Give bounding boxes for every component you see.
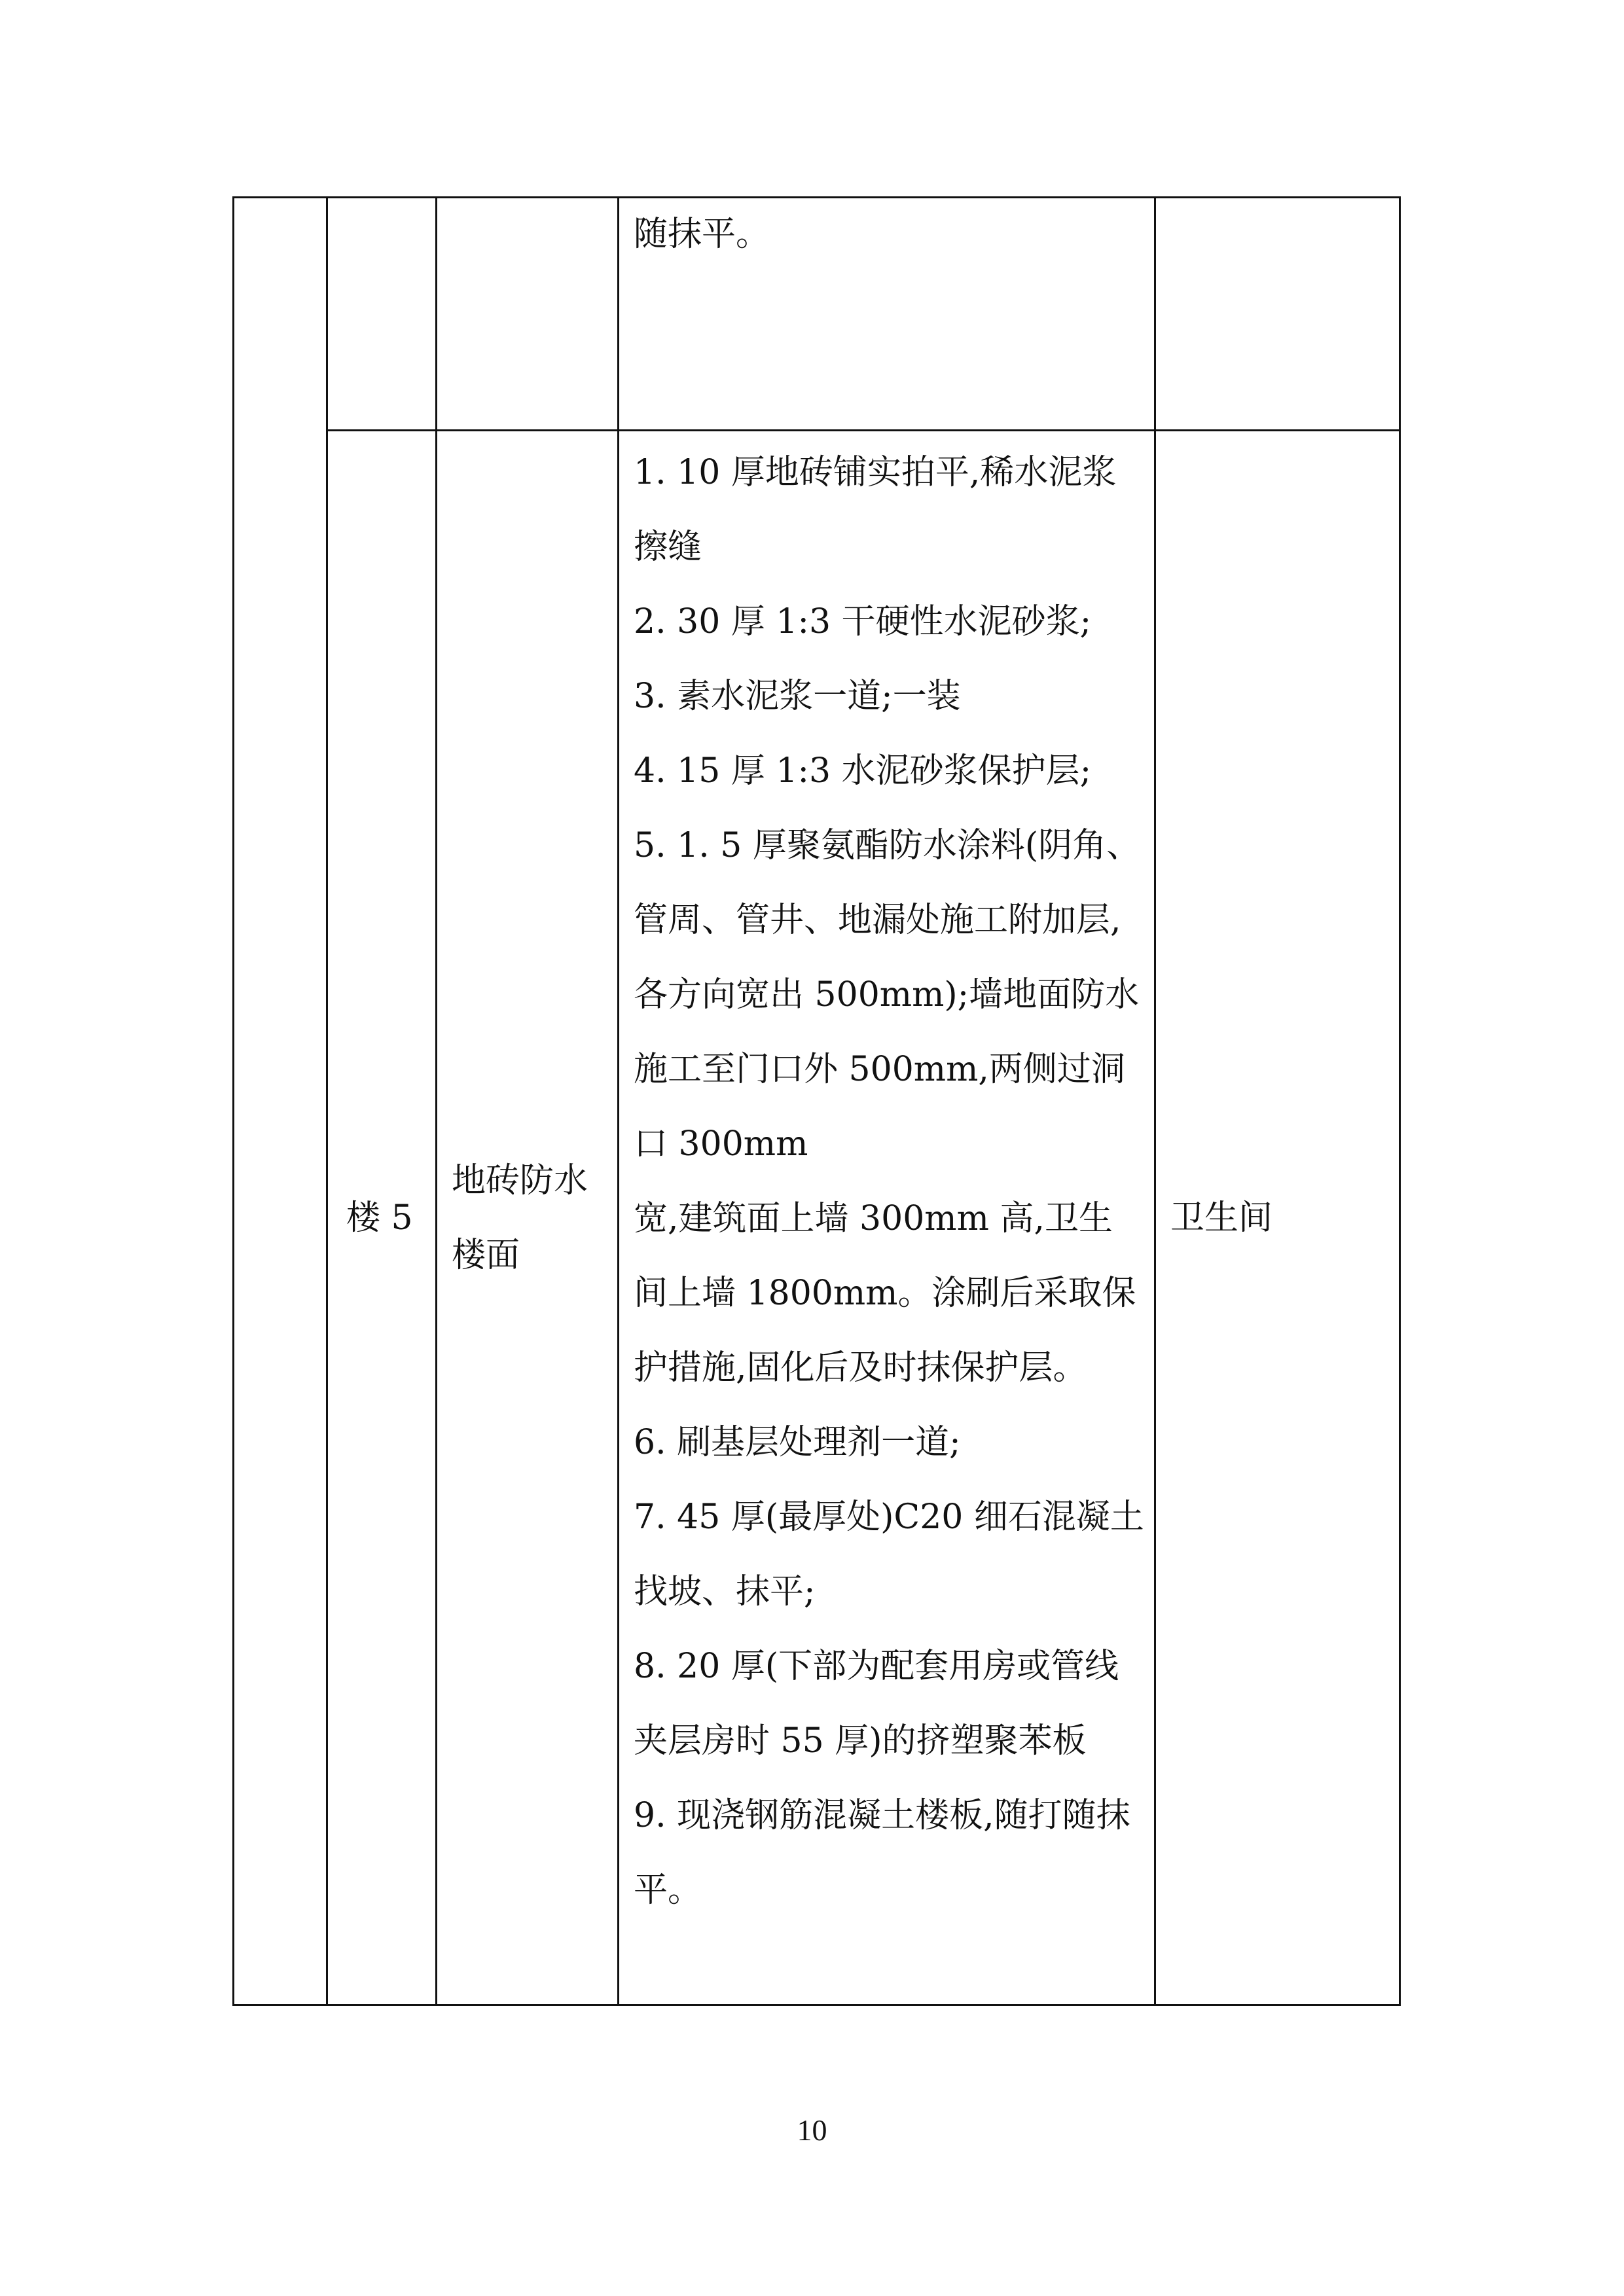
construction-step: 5. 1. 5 厚聚氨酯防水涂料(阴角、管周、管井、地漏处施工附加层,各方向宽出 500mm);墙地面防水施工至门口外 500mm,两侧过洞口 300mm <box>634 826 1141 1164</box>
table-row <box>234 431 1400 2005</box>
construction-steps-cell <box>619 431 1155 2005</box>
floor-name: 地砖防水楼面 <box>452 1160 588 1275</box>
construction-step: 4. 15 厚 1:3 水泥砂浆保护层; <box>634 751 1092 791</box>
continued-step-text: 随抹平。 <box>634 215 770 254</box>
room-name: 卫生间 <box>1170 1198 1273 1238</box>
page-number: 10 <box>797 2113 827 2147</box>
construction-step: 3. 素水泥浆一道;一装 <box>634 677 961 716</box>
construction-steps-list <box>619 435 1154 1928</box>
floor-name-cell <box>437 431 619 2005</box>
floor-code-cell <box>327 198 437 431</box>
location-cell <box>1155 198 1400 431</box>
location-cell <box>1155 431 1400 2005</box>
construction-step: 8. 20 厚(下部为配套用房或管线夹层房时 55 厚)的挤塑聚苯板 <box>634 1647 1119 1761</box>
construction-step: 9. 现浇钢筋混凝土楼板,随打随抹平。 <box>634 1796 1130 1910</box>
construction-step: 1. 10 厚地砖铺实拍平,稀水泥浆擦缝 <box>634 453 1117 567</box>
category-cell <box>234 198 327 2005</box>
floor-code: 楼 5 <box>346 1198 413 1238</box>
table-row <box>234 198 1400 431</box>
construction-step: 2. 30 厚 1:3 干硬性水泥砂浆; <box>634 602 1092 641</box>
construction-step: 6. 刷基层处理剂一道; <box>634 1423 961 1462</box>
construction-steps-cell <box>619 198 1155 431</box>
floor-name-cell <box>437 198 619 431</box>
construction-step: 7. 45 厚(最厚处)C20 细石混凝土找坡、抹平; <box>634 1498 1144 1611</box>
floor-code-cell <box>327 431 437 2005</box>
construction-spec-table <box>232 196 1401 2006</box>
construction-step: 宽,建筑面上墙 300mm 高,卫生间上墙 1800mm。涂刷后采取保护措施,固化后及时抹保护层。 <box>634 1199 1136 1388</box>
